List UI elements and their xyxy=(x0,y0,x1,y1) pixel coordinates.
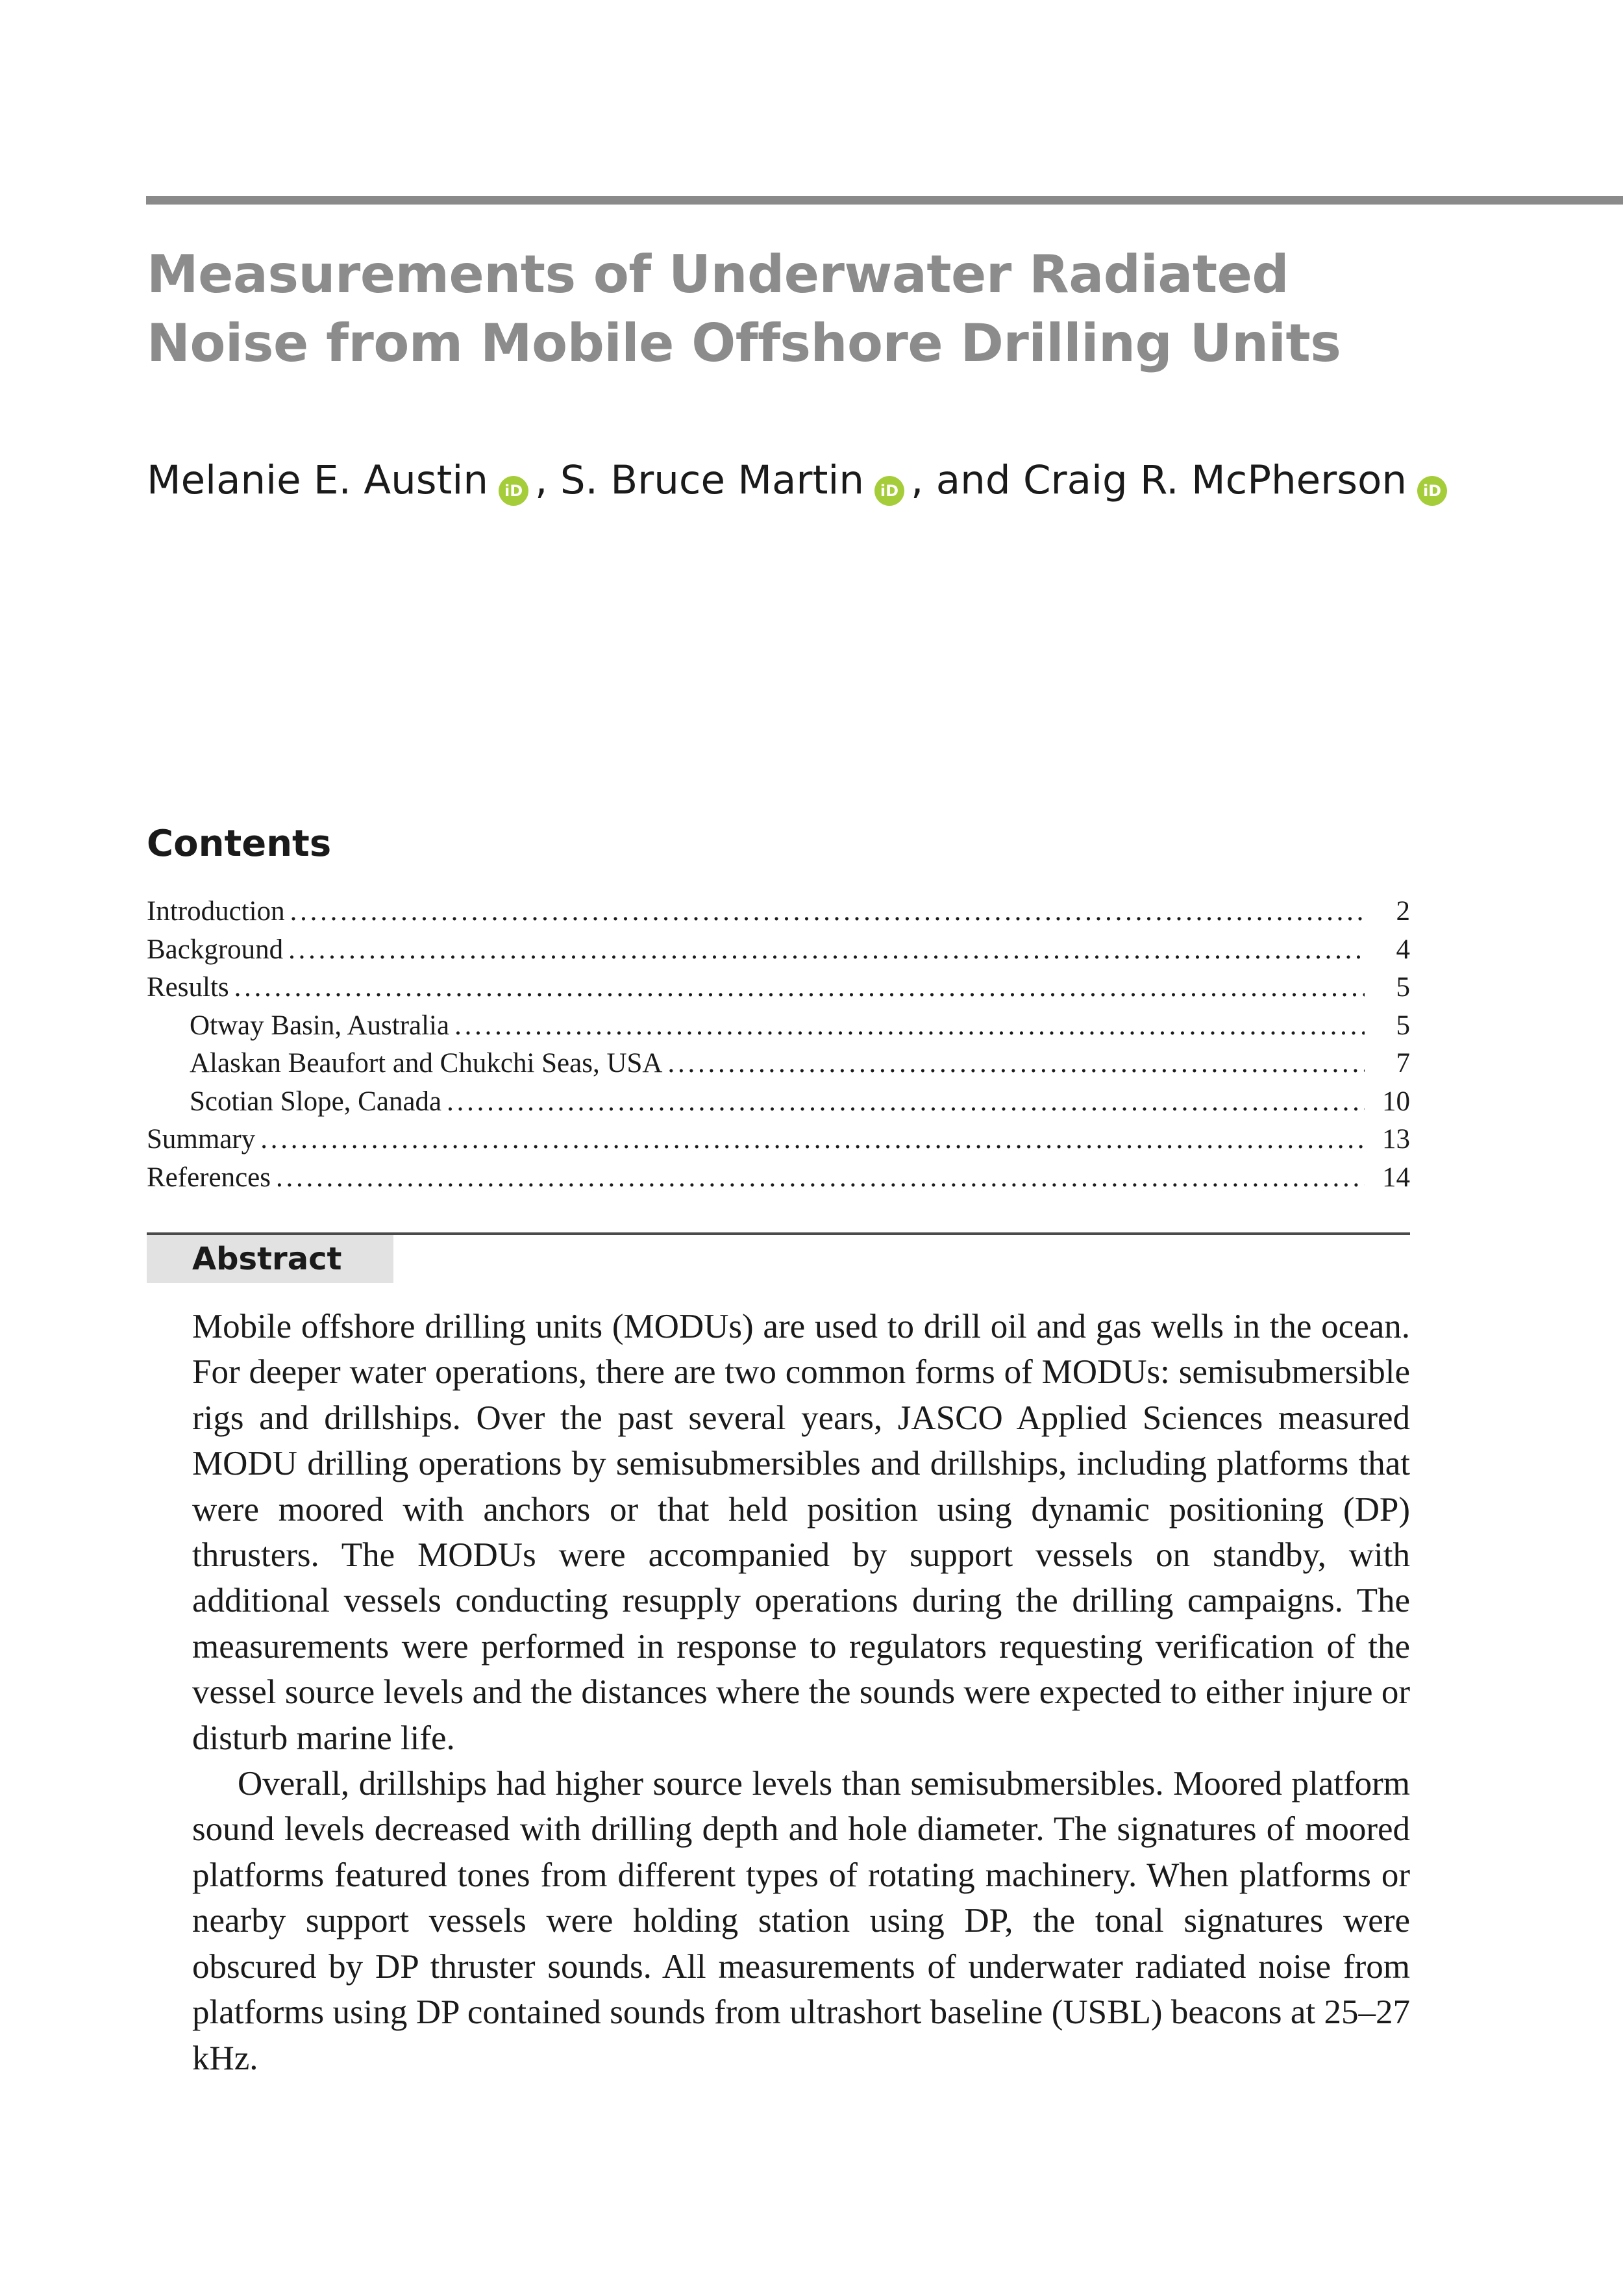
toc-item-otway-basin[interactable] xyxy=(147,1007,1410,1045)
toc-leader xyxy=(667,1045,1365,1083)
author-name: Melanie E. Austin xyxy=(147,457,489,503)
toc-item-page: 7 xyxy=(1396,1048,1410,1079)
orcid-icon[interactable]: iD xyxy=(874,476,904,506)
contents-heading: Contents xyxy=(147,823,332,865)
toc-leader xyxy=(290,893,1365,931)
author-name: S. Bruce Martin xyxy=(560,457,864,503)
abstract-paragraph: Overall, drillships had higher source levels than semisubmersibles. Moored platform sound levels decreased with drilling depth and hole diameter. The signatures of moored platforms featured tones from different types of rotating machinery. When platforms or nearby support vessels were holding station using DP, the tonal signatures were obscured by DP thruster sounds. All measurements of underwater radiated noise from platforms using DP contained sounds from ultrashort baseline (USBL) beacons at 25–27 kHz. xyxy=(192,1765,1410,2077)
toc-item-label: Otway Basin, Australia xyxy=(190,1010,450,1041)
toc-item-page: 10 xyxy=(1382,1086,1410,1117)
toc-item-alaskan-seas[interactable] xyxy=(147,1045,1410,1083)
toc-item-results[interactable] xyxy=(147,969,1410,1007)
toc-item-label: Alaskan Beaufort and Chukchi Seas, USA xyxy=(190,1048,663,1079)
toc-item-label: Scotian Slope, Canada xyxy=(190,1086,442,1117)
toc-item-label: References xyxy=(147,1162,271,1193)
header-rule xyxy=(146,196,1623,205)
author-name: Craig R. McPherson xyxy=(1022,457,1407,503)
paper-title xyxy=(147,240,1510,378)
toc-leader xyxy=(276,1159,1365,1197)
author-separator: , xyxy=(535,457,560,503)
title-line-1: Measurements of Underwater Radiated xyxy=(147,244,1289,305)
toc-item-label: Background xyxy=(147,934,284,965)
toc-item-page: 5 xyxy=(1396,1010,1410,1041)
toc-item-label: Results xyxy=(147,972,229,1003)
toc-item-summary[interactable] xyxy=(147,1121,1410,1159)
author-list xyxy=(147,455,1454,506)
toc-item-page: 13 xyxy=(1382,1124,1410,1154)
toc-item-page: 5 xyxy=(1396,972,1410,1003)
toc-item-page: 4 xyxy=(1396,934,1410,965)
toc-item-label: Introduction xyxy=(147,896,285,927)
abstract-body xyxy=(192,1304,1410,2081)
abstract-heading: Abstract xyxy=(192,1241,342,1277)
toc-item-references[interactable] xyxy=(147,1159,1410,1197)
orcid-icon[interactable]: iD xyxy=(499,476,528,506)
toc-leader xyxy=(234,969,1365,1007)
toc-item-page: 14 xyxy=(1382,1162,1410,1193)
toc-item-introduction[interactable] xyxy=(147,893,1410,931)
abstract-paragraph: Mobile offshore drilling units (MODUs) are used to drill oil and gas wells in the ocean. For deeper water operations, there are two common forms of MODUs: semisubmersible rigs and drillships. Over the past several years, JASCO Applied Sciences measured MODU drilling operations by semisubmersibles and drillships, including platforms that were moored with anchors or that held position using dynamic positioning (DP) thrusters. The MODUs were accompanied by support vessels on standby, with additional vessels conducting resupply operations during the drilling campaigns. The measurements were performed in response to regulators requesting verification of the vessel source levels and the distances where the sounds were expected to either injure or disturb marine life. xyxy=(192,1308,1410,1757)
toc-leader xyxy=(260,1121,1365,1159)
toc-item-background[interactable] xyxy=(147,931,1410,969)
toc-leader xyxy=(288,931,1365,969)
toc-leader xyxy=(447,1083,1365,1121)
orcid-icon[interactable]: iD xyxy=(1417,476,1447,506)
toc-item-label: Summary xyxy=(147,1124,256,1154)
toc-item-scotian-slope[interactable] xyxy=(147,1083,1410,1121)
title-line-2: Noise from Mobile Offshore Drilling Units xyxy=(147,313,1341,373)
author-separator: , and xyxy=(911,457,1023,503)
toc-item-page: 2 xyxy=(1396,896,1410,927)
toc-leader xyxy=(454,1007,1365,1045)
table-of-contents xyxy=(147,893,1410,1197)
